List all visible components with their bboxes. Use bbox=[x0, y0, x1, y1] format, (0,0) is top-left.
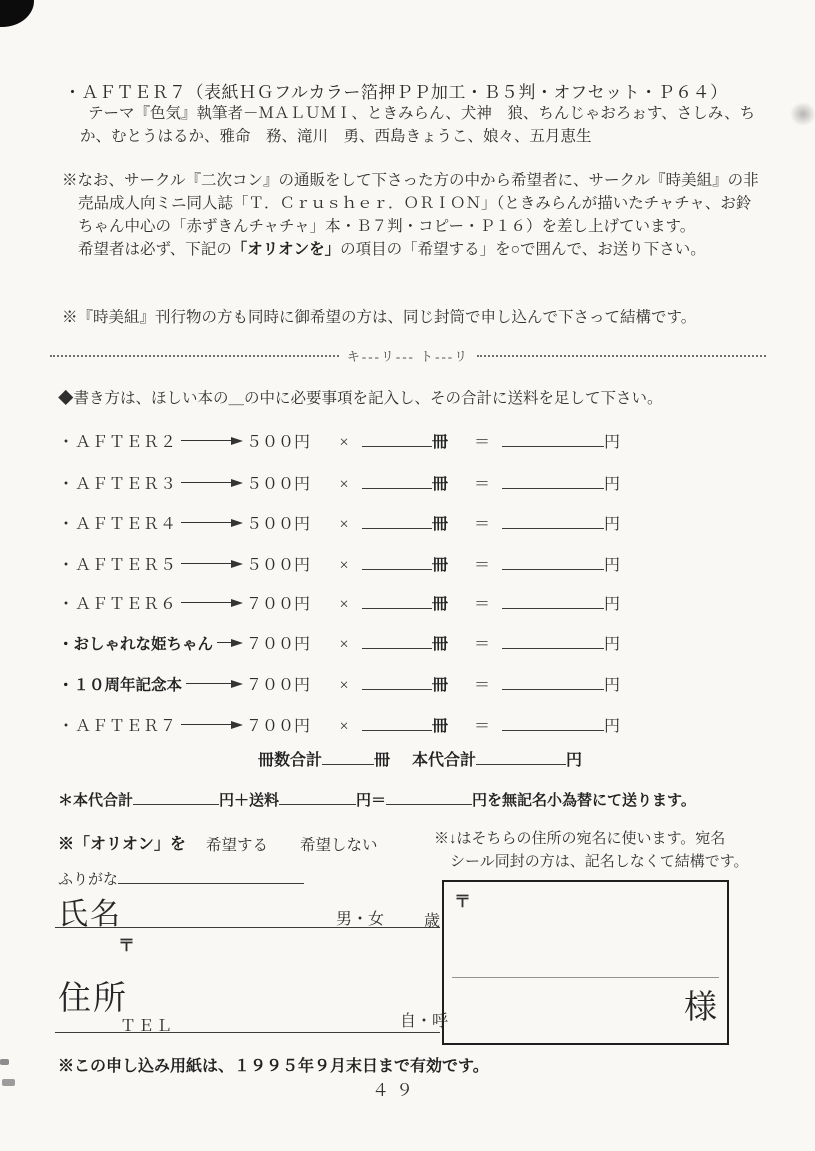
book-authors-line2: か、むとうはるか、雅命 務、滝川 勇、西島きょうこ、娘々、五月恵生 bbox=[80, 128, 592, 145]
orion-note-line2: 売品成人向ミニ同人誌「Ｔ．Ｃｒｕｓｈｅｒ．ＯＲＩＯＮ」（ときみらんが描いたチャチャ、お鈴 bbox=[78, 195, 752, 212]
unit-label: 冊 bbox=[432, 677, 449, 694]
orion-note-line3: ちゃん中心の「赤ずきんチャチャ」本・Ｂ７判・コピー・Ｐ１６）を差し上げています。 bbox=[78, 218, 696, 235]
order-item-price: ５００円 bbox=[246, 516, 311, 533]
equals-sign: ＝ bbox=[473, 557, 490, 574]
arrow-icon bbox=[217, 639, 243, 647]
order-item-price: ７００円 bbox=[246, 636, 311, 653]
unit-label: 冊 bbox=[432, 596, 449, 613]
multiply-sign: × bbox=[339, 434, 349, 451]
unit-label: 冊 bbox=[432, 636, 449, 653]
equals-sign: ＝ bbox=[473, 718, 490, 735]
cut-line-label: キ---リ--- ト---リ bbox=[346, 349, 470, 364]
tel-underline bbox=[55, 1032, 440, 1033]
equals-sign: ＝ bbox=[473, 516, 490, 533]
order-item-label: ・ＡＦＴＥＲ４ bbox=[58, 516, 178, 533]
yen-label: 円 bbox=[604, 636, 621, 653]
quantity-blank bbox=[362, 528, 432, 529]
order-item-price: ７００円 bbox=[246, 677, 311, 694]
orion-option-no: 希望しない bbox=[300, 837, 378, 854]
order-item-label: ・ＡＦＴＥＲ５ bbox=[58, 557, 178, 574]
arrow-icon bbox=[181, 721, 243, 729]
total-count-unit: 冊 bbox=[374, 752, 391, 769]
equals-sign: ＝ bbox=[473, 476, 490, 493]
yen-label: 円 bbox=[604, 557, 621, 574]
subtotal-blank bbox=[502, 446, 604, 447]
yen-label: 円 bbox=[604, 718, 621, 735]
quantity-blank bbox=[362, 648, 432, 649]
total-sum-unit: 円 bbox=[566, 752, 583, 769]
order-row bbox=[58, 511, 624, 534]
recipient-address-box bbox=[442, 880, 729, 1045]
subtotal-blank bbox=[502, 488, 604, 489]
order-item-price: ５００円 bbox=[246, 476, 311, 493]
payment-part1: ＊本代合計 bbox=[58, 792, 134, 809]
totals-line bbox=[258, 747, 582, 770]
yen-label: 円 bbox=[604, 516, 621, 533]
payment-blank2 bbox=[279, 804, 356, 805]
subtotal-blank bbox=[502, 608, 604, 609]
furigana-blank bbox=[118, 883, 304, 884]
order-item-price: ７００円 bbox=[246, 596, 311, 613]
quantity-blank bbox=[362, 488, 432, 489]
envelope-note: ※『時美組』刊行物の方も同時に御希望の方は、同じ封筒で申し込んで下さって結構です。 bbox=[62, 309, 697, 326]
page-number: ４９ bbox=[372, 1081, 420, 1100]
total-count-blank bbox=[322, 763, 374, 765]
yen-label: 円 bbox=[604, 677, 621, 694]
order-row bbox=[58, 672, 624, 695]
payment-part3: 円＝ bbox=[356, 792, 387, 809]
howto-instruction: ◆書き方は、ほしい本の＿の中に必要事項を記入し、その合計に送料を足して下さい。 bbox=[58, 390, 663, 407]
orion-choice-label: ※「オリオン」を bbox=[58, 836, 186, 853]
subtotal-blank bbox=[502, 689, 604, 690]
book-authors-line1: テーマ『色気』執筆者－ＭＡＬＵＭＩ、ときみらん、犬神 狼、ちんじゃおろぉす、さしみ、ち bbox=[88, 105, 756, 122]
scan-corner-artifact bbox=[0, 0, 34, 27]
postal-mark: 〒 bbox=[118, 936, 135, 955]
name-label: 氏名 bbox=[58, 898, 122, 931]
unit-label: 冊 bbox=[432, 718, 449, 735]
order-item-price: ７００円 bbox=[246, 718, 311, 735]
orion-option-yes: 希望する bbox=[206, 837, 269, 854]
validity-note: ※この申し込み用紙は、１９９５年９月末日まで有効です。 bbox=[58, 1058, 489, 1075]
multiply-sign: × bbox=[339, 718, 349, 735]
arrow-icon bbox=[186, 680, 243, 688]
phone-type-label: 自・呼 bbox=[400, 1013, 449, 1030]
order-item-label: ・ＡＦＴＥＲ６ bbox=[58, 596, 178, 613]
arrow-icon bbox=[181, 519, 243, 527]
orion-note-line4-post: 」を○で囲んで、お送り下さい。 bbox=[479, 241, 706, 258]
quantity-blank bbox=[362, 569, 432, 570]
scan-edge-mark bbox=[2, 1079, 15, 1086]
address-usage-note-line1: ※↓はそちらの住所の宛名に使います。宛名 bbox=[434, 831, 726, 847]
orion-note-line4-bold: 「オリオンを」 bbox=[231, 241, 341, 258]
order-row bbox=[58, 713, 624, 736]
equals-sign: ＝ bbox=[473, 677, 490, 694]
yen-label: 円 bbox=[604, 596, 621, 613]
multiply-sign: × bbox=[339, 516, 349, 533]
multiply-sign: × bbox=[339, 677, 349, 694]
yen-label: 円 bbox=[604, 434, 621, 451]
order-item-label: ・ＡＦＴＥＲ３ bbox=[58, 476, 178, 493]
arrow-icon bbox=[181, 560, 243, 568]
quantity-blank bbox=[362, 608, 432, 609]
order-item-label: ・おしゃれな姫ちゃん bbox=[58, 636, 214, 653]
subtotal-blank bbox=[502, 528, 604, 529]
payment-part4: 円を無記名小為替にて送ります。 bbox=[472, 792, 696, 809]
orion-note-line4-bold2: 希望する bbox=[417, 241, 480, 258]
yen-label: 円 bbox=[604, 476, 621, 493]
multiply-sign: × bbox=[339, 476, 349, 493]
equals-sign: ＝ bbox=[473, 596, 490, 613]
total-sum-label: 本代合計 bbox=[412, 752, 477, 769]
orion-note-line1: ※なお、サークル『二次コン』の通販をして下さった方の中から希望者に、サークル『時美組』の非 bbox=[62, 172, 759, 189]
tel-label: ＴＥＬ bbox=[120, 1018, 175, 1035]
multiply-sign: × bbox=[339, 557, 349, 574]
furigana-row bbox=[58, 868, 304, 889]
unit-label: 冊 bbox=[432, 516, 449, 533]
orion-note-line4 bbox=[78, 237, 706, 259]
order-item-label: ・１０周年記念本 bbox=[58, 677, 183, 694]
postal-mark: 〒 bbox=[454, 892, 471, 911]
equals-sign: ＝ bbox=[474, 636, 491, 653]
arrow-icon bbox=[181, 437, 243, 445]
unit-label: 冊 bbox=[432, 476, 449, 493]
furigana-label: ふりがな bbox=[58, 872, 119, 888]
subtotal-blank bbox=[502, 648, 604, 649]
subtotal-blank bbox=[502, 730, 604, 731]
age-label: 歳 bbox=[424, 913, 441, 930]
order-row bbox=[58, 631, 624, 654]
quantity-blank bbox=[362, 689, 432, 690]
order-item-label: ・ＡＦＴＥＲ２ bbox=[58, 434, 178, 451]
order-row bbox=[58, 591, 624, 614]
cut-line-dots-right bbox=[477, 355, 766, 357]
order-row bbox=[58, 429, 624, 452]
subtotal-blank bbox=[502, 569, 604, 570]
order-item-label: ・ＡＦＴＥＲ７ bbox=[58, 718, 178, 735]
address-label: 住所 bbox=[58, 981, 128, 1017]
quantity-blank bbox=[362, 446, 432, 447]
unit-label: 冊 bbox=[432, 434, 449, 451]
total-count-label: 冊数合計 bbox=[258, 752, 323, 769]
scan-edge-mark bbox=[0, 1059, 9, 1065]
payment-line bbox=[58, 789, 696, 810]
orion-note-line4-mid: の項目の「 bbox=[340, 241, 418, 258]
payment-blank1 bbox=[133, 804, 219, 805]
order-item-price: ５００円 bbox=[246, 434, 311, 451]
quantity-blank bbox=[362, 730, 432, 731]
honorific-label: 様 bbox=[684, 990, 717, 1026]
book-title-line: ・ＡＦＴＥＲ７（表紙ＨＧフルカラー箔押ＰＰ加工・Ｂ５判・オフセット・Ｐ６４） bbox=[64, 83, 728, 102]
arrow-icon bbox=[181, 479, 243, 487]
gender-label: 男・女 bbox=[336, 911, 385, 928]
multiply-sign: × bbox=[339, 596, 349, 613]
arrow-icon bbox=[181, 599, 243, 607]
equals-sign: ＝ bbox=[473, 434, 490, 451]
order-row bbox=[58, 552, 624, 575]
cut-line-dots-left bbox=[50, 355, 339, 357]
payment-blank3 bbox=[386, 804, 472, 805]
multiply-sign: × bbox=[339, 636, 349, 653]
orion-note-line4-pre: 希望者は必ず、下記の bbox=[78, 241, 232, 258]
scan-smudge-artifact bbox=[790, 102, 815, 126]
cut-line bbox=[50, 346, 766, 365]
order-item-price: ５００円 bbox=[246, 557, 311, 574]
total-sum-blank bbox=[476, 763, 566, 765]
order-row bbox=[58, 471, 624, 494]
payment-part2: 円＋送料 bbox=[219, 792, 280, 809]
unit-label: 冊 bbox=[432, 557, 449, 574]
address-usage-note-line2: シール同封の方は、記名しなくて結構です。 bbox=[450, 854, 749, 870]
address-box-line bbox=[452, 977, 719, 978]
